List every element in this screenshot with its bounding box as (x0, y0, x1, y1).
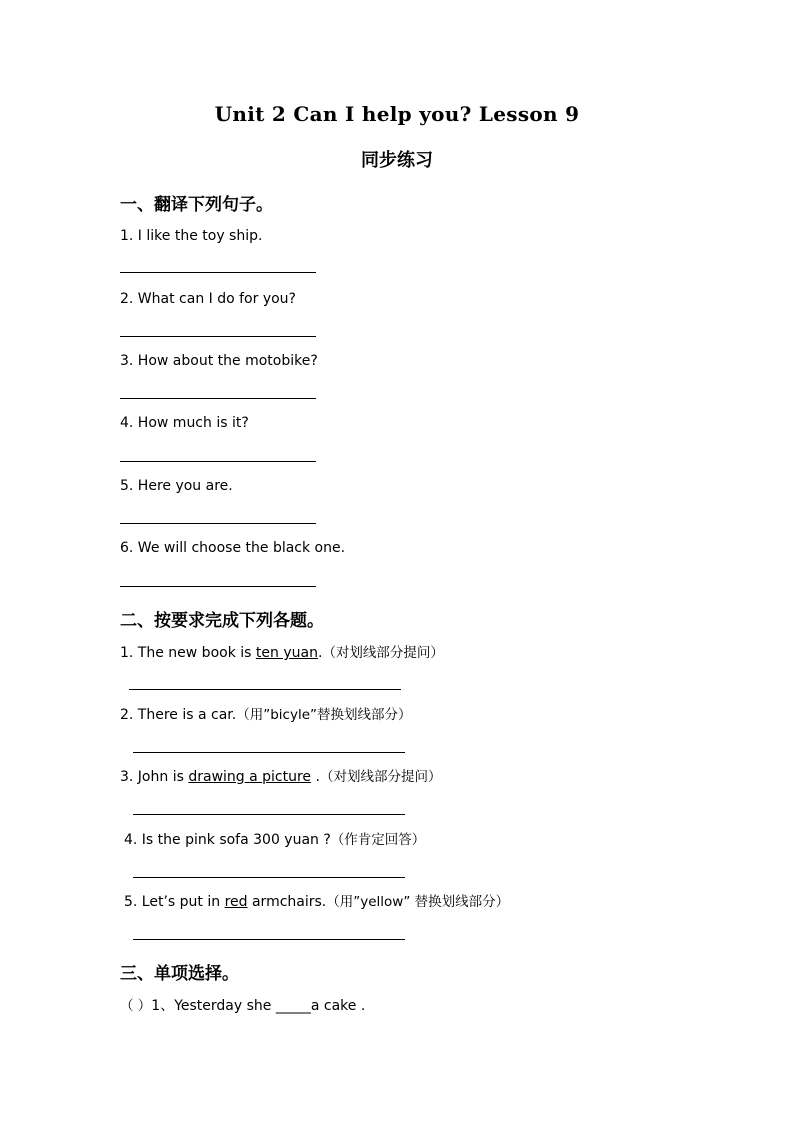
task-question-2-text: 2. There is a car. (120, 707, 237, 723)
task-question-4-text: 4. Is the pink sofa 300 yuan ? (124, 832, 331, 848)
task-answer-line-4[interactable] (133, 877, 405, 878)
translate-question-5: 5. Here you are. (120, 478, 233, 494)
task-question-4-note: （作肯定回答） (330, 832, 426, 848)
answer-line-5[interactable] (120, 523, 316, 524)
answer-line-2[interactable] (120, 336, 316, 337)
page-title: Unit 2 Can I help you? Lesson 9 (214, 102, 580, 126)
choice-question-1-blank[interactable]: _____ (275, 998, 311, 1014)
task-question-5-text: 5. Let’s put in (124, 894, 225, 910)
task-question-5 (124, 893, 509, 911)
choice-question-1-after: a cake . (310, 998, 366, 1014)
section-1-heading: 一、翻译下列句子。 (120, 195, 273, 215)
page-subtitle: 同步练习 (361, 150, 433, 171)
choice-question-1-text: 1、Yesterday she (151, 998, 276, 1014)
translate-question-2: 2. What can I do for you? (120, 291, 296, 307)
choice-answer-bracket[interactable]: （ ） (120, 998, 152, 1014)
task-question-5-note: （用”yellow” 替换划线部分） (326, 894, 510, 910)
section-2-heading: 二、按要求完成下列各题。 (120, 611, 324, 631)
choice-question-1 (120, 997, 365, 1015)
answer-line-1[interactable] (120, 272, 316, 273)
task-question-1-post: . (317, 645, 323, 661)
task-question-3 (120, 768, 441, 786)
section-3-heading: 三、单项选择。 (120, 964, 239, 984)
task-question-1-text: 1. The new book is (120, 645, 256, 661)
task-answer-line-5[interactable] (133, 939, 405, 940)
task-question-3-note: （对划线部分提问） (319, 769, 442, 785)
task-question-3-post: . (311, 769, 320, 785)
translate-question-4: 4. How much is it? (120, 415, 249, 431)
translate-question-1: 1. I like the toy ship. (120, 228, 263, 244)
task-question-2-note: （用”bicyle”替换划线部分） (236, 707, 412, 723)
answer-line-3[interactable] (120, 398, 316, 399)
task-answer-line-3[interactable] (133, 814, 405, 815)
task-question-3-text: 3. John is (120, 769, 189, 785)
task-question-1-underlined: ten yuan (255, 645, 318, 661)
task-question-1 (120, 644, 444, 662)
task-answer-line-1[interactable] (129, 689, 401, 690)
answer-line-6[interactable] (120, 586, 316, 587)
task-question-5-underlined: red (224, 894, 248, 910)
task-question-1-note: （对划线部分提问） (322, 645, 444, 661)
answer-line-4[interactable] (120, 461, 316, 462)
task-answer-line-2[interactable] (133, 752, 405, 753)
task-question-2 (120, 706, 412, 724)
task-question-5-post: armchairs. (247, 894, 327, 910)
translate-question-3: 3. How about the motobike? (120, 353, 318, 369)
task-question-3-underlined: drawing a picture (188, 769, 312, 785)
task-question-4 (124, 831, 425, 849)
translate-question-6: 6. We will choose the black one. (120, 540, 346, 556)
